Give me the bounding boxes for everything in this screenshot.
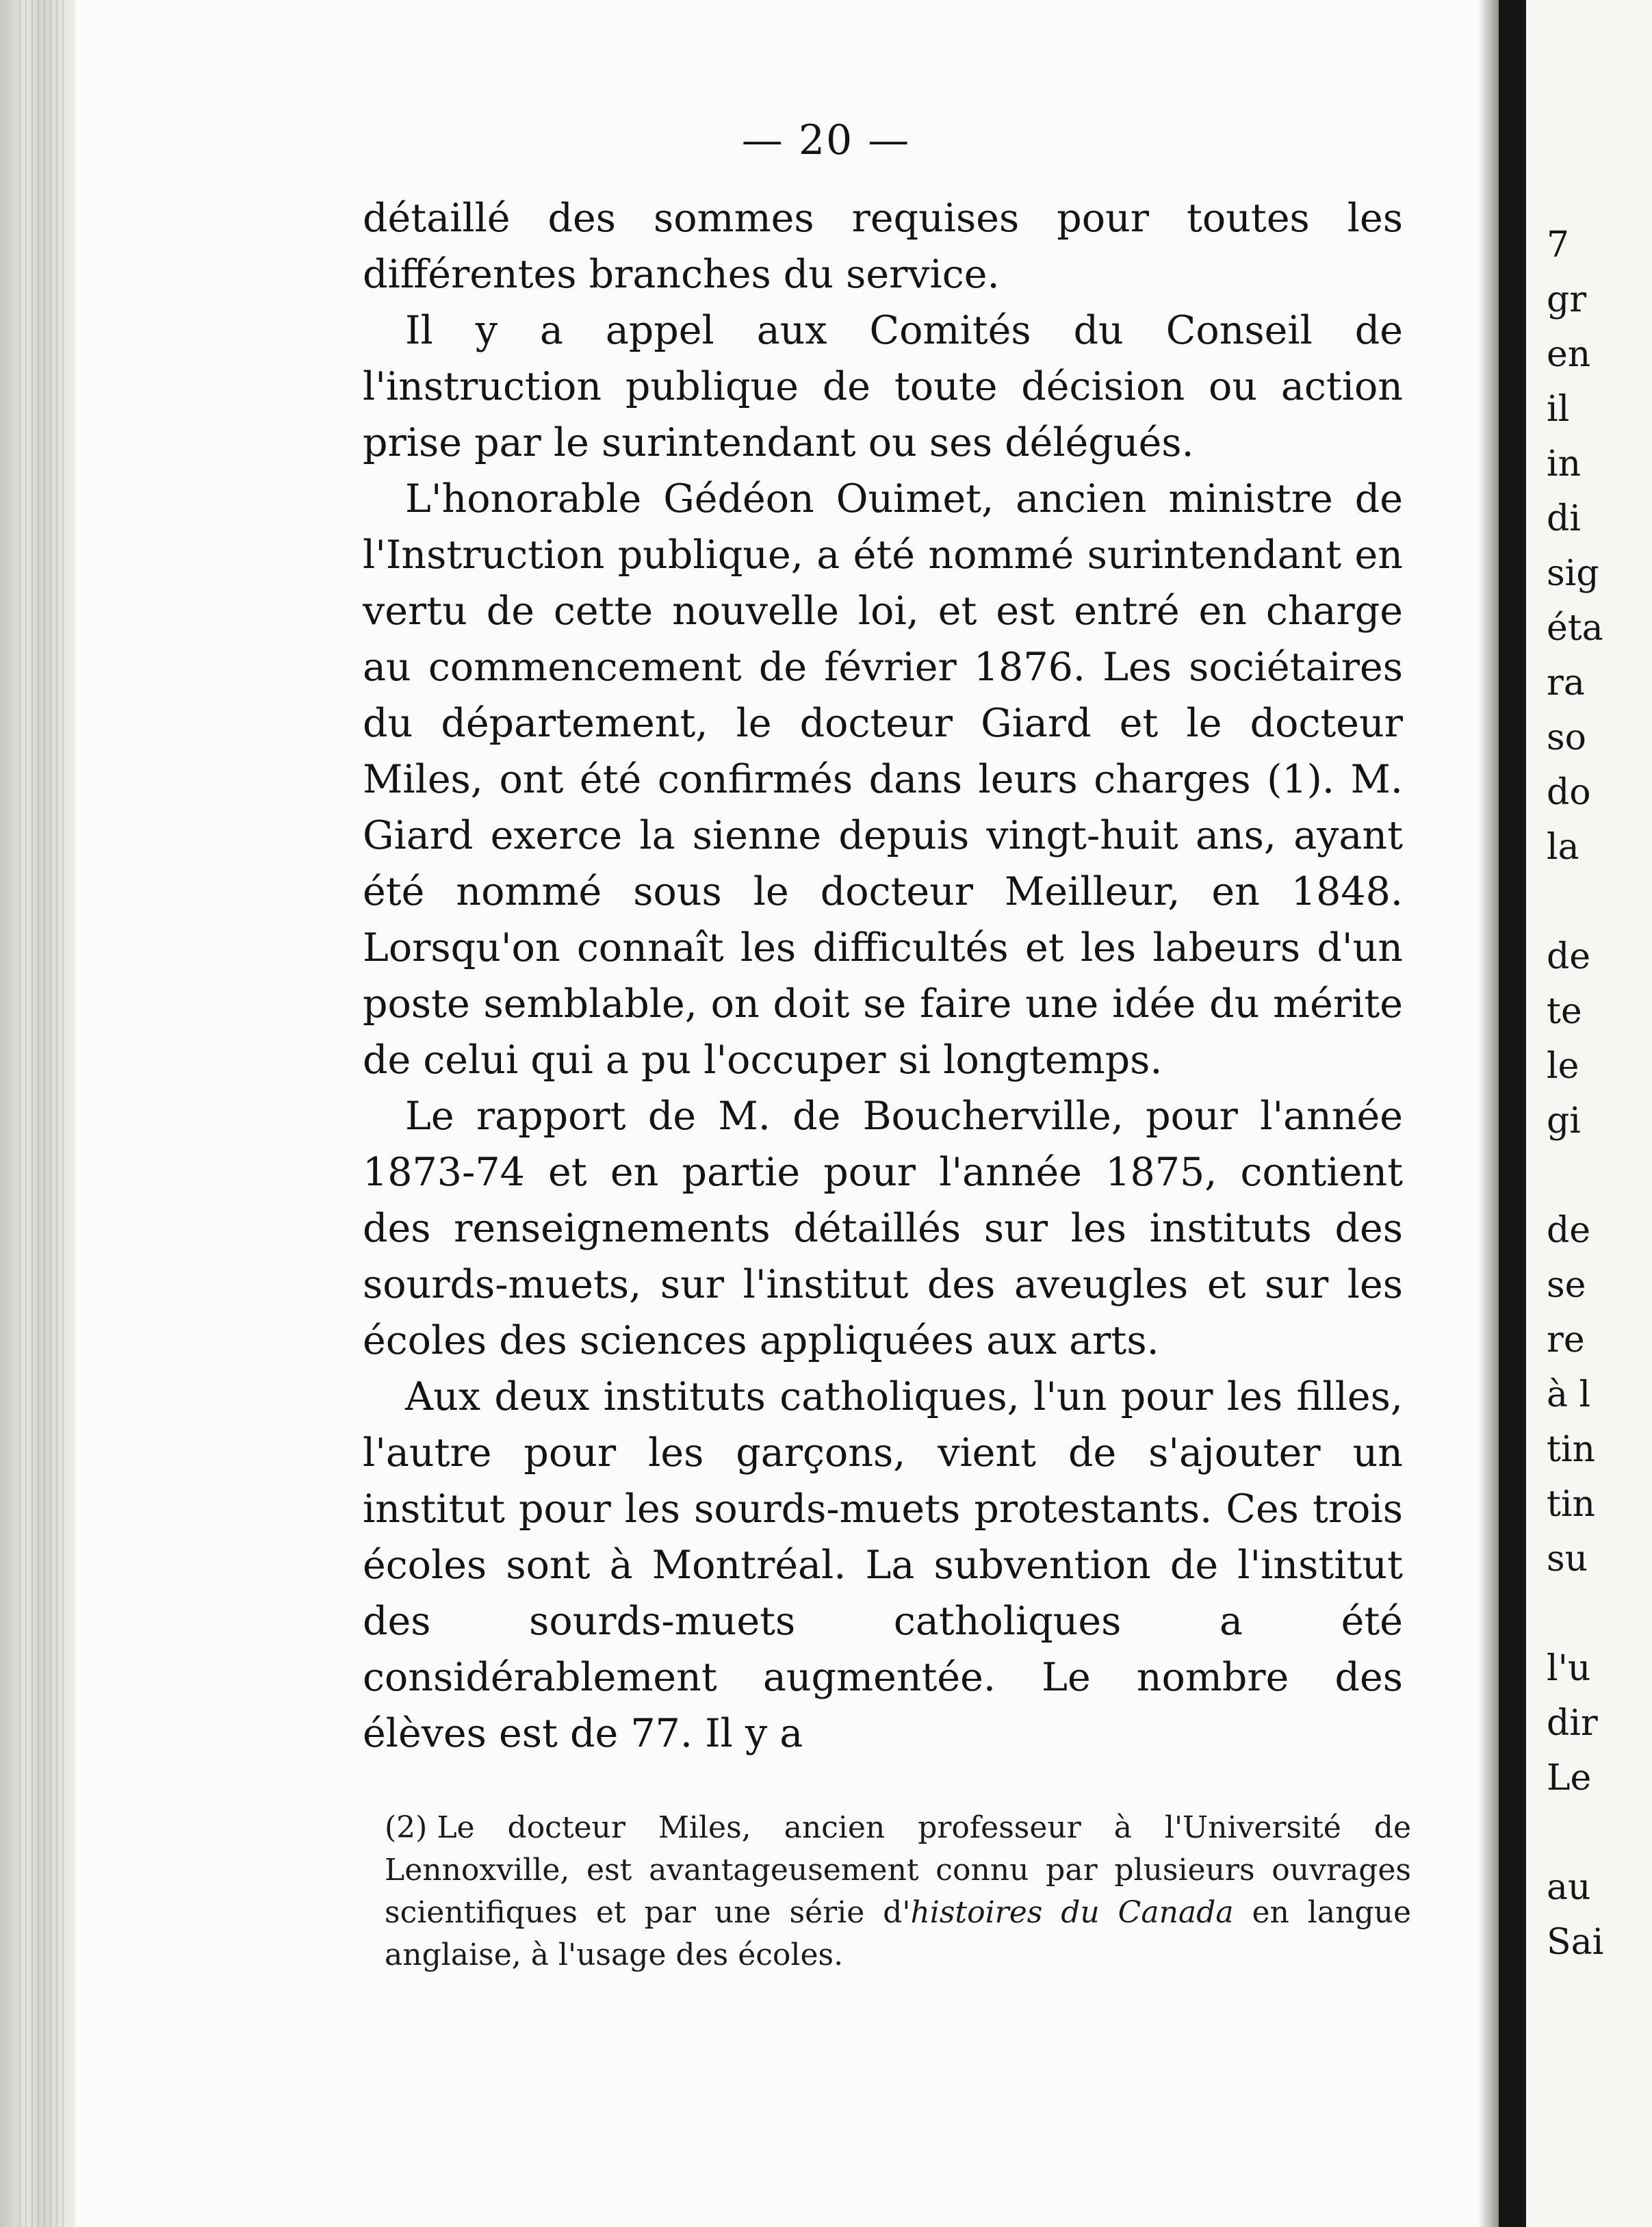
next-page-fragment: re xyxy=(1547,1320,1585,1361)
footnote-marker: (2) xyxy=(385,1810,428,1845)
page-number: — 20 — xyxy=(741,116,911,164)
next-page-fragment: de xyxy=(1547,936,1591,977)
next-page-fragment: te xyxy=(1547,991,1582,1032)
next-page-fragment: le xyxy=(1547,1046,1579,1087)
next-page-fragment: à l xyxy=(1547,1374,1591,1415)
next-page-fragment: in xyxy=(1547,443,1582,485)
paragraph: L'honorable Gédéon Ouimet, ancien ministre de l'Instruction publique, a été nommé surintendant en vertu de cette nouvelle loi, et est entré en charge au commencement de février 1876. Les sociétaires du département, le docteur Giard et le docteur Miles, ont été confirmés dans leurs charges (1). M. Giard exerce la sienne depuis vingt-huit ans, ayant été nommé sous le docteur Meilleur, en 1848. Lorsqu'on connaît les difficultés et les labeurs d'un poste semblable, on doit se faire une idée du mérite de celui qui a pu l'occuper si longtemps. xyxy=(363,476,1403,1083)
next-page-fragment: so xyxy=(1547,717,1586,758)
footnote-text-end: en langue anglaise, à l'usage des écoles. xyxy=(385,1895,1411,1972)
next-page-fragment: la xyxy=(1547,827,1579,868)
footnote-italic-title: histoires du Canada xyxy=(910,1895,1234,1930)
next-page-fragment: en xyxy=(1547,334,1591,375)
next-page-fragment: se xyxy=(1547,1265,1586,1306)
next-page-fragment: tin xyxy=(1547,1429,1596,1470)
paragraph: Il y a appel aux Comités du Conseil de l'instruction publique de toute décision ou action prise par le surintendant ou ses délégués. xyxy=(363,308,1403,465)
paragraph: Aux deux instituts catholiques, l'un pour les filles, l'autre pour les garçons, vient de s'ajouter un institut pour les sourds-muets protestants. Ces trois écoles sont à Montréal. La subvention de l'institut des sourds-muets catholiques a été considérablement augmentée. Le nombre des élèves est de 77. Il y a xyxy=(363,1374,1403,1756)
next-page-fragment: éta xyxy=(1547,608,1603,649)
next-page-fragment: au xyxy=(1547,1867,1591,1908)
next-page-fragment: Le xyxy=(1547,1758,1592,1799)
next-page-fragment: 7 xyxy=(1547,224,1570,266)
next-page-fragment: Sai xyxy=(1547,1922,1604,1963)
next-page-fragment: il xyxy=(1547,389,1570,430)
next-page-fragment: gr xyxy=(1547,279,1587,320)
next-page-fragment: dir xyxy=(1547,1703,1598,1744)
next-page-fragment: tin xyxy=(1547,1484,1596,1525)
gutter-page-edges xyxy=(19,0,67,2227)
paragraph: détaillé des sommes requises pour toutes les différentes branches du service. xyxy=(363,196,1403,297)
adjacent-page xyxy=(1526,0,1652,2227)
next-page-fragment: sig xyxy=(1547,553,1599,594)
body-text xyxy=(363,190,1403,1762)
book-spine xyxy=(1499,0,1526,2227)
next-page-fragment: ra xyxy=(1547,662,1585,704)
paragraph: Le rapport de M. de Boucherville, pour l'année 1873-74 et en partie pour l'année 1875, contient des renseignements détaillés sur les instituts des sourds-muets, sur l'institut des aveugles et sur les écoles des sciences appliquées aux arts. xyxy=(363,1094,1403,1363)
footnote-paragraph xyxy=(385,1807,1411,1977)
next-page-fragment: de xyxy=(1547,1210,1591,1251)
next-page-fragment: do xyxy=(1547,772,1591,813)
next-page-fragment: di xyxy=(1547,498,1581,539)
next-page-fragment: su xyxy=(1547,1539,1588,1580)
next-page-fragment: gi xyxy=(1547,1100,1581,1142)
footnote-text: Le docteur Miles, ancien professeur à l'Université de Lennoxville, est avantageusement connu par plusieurs ouvrages scientifiques et par une série d' xyxy=(385,1810,1411,1930)
next-page-fragment: l'u xyxy=(1547,1648,1591,1689)
footnote xyxy=(385,1807,1411,1977)
